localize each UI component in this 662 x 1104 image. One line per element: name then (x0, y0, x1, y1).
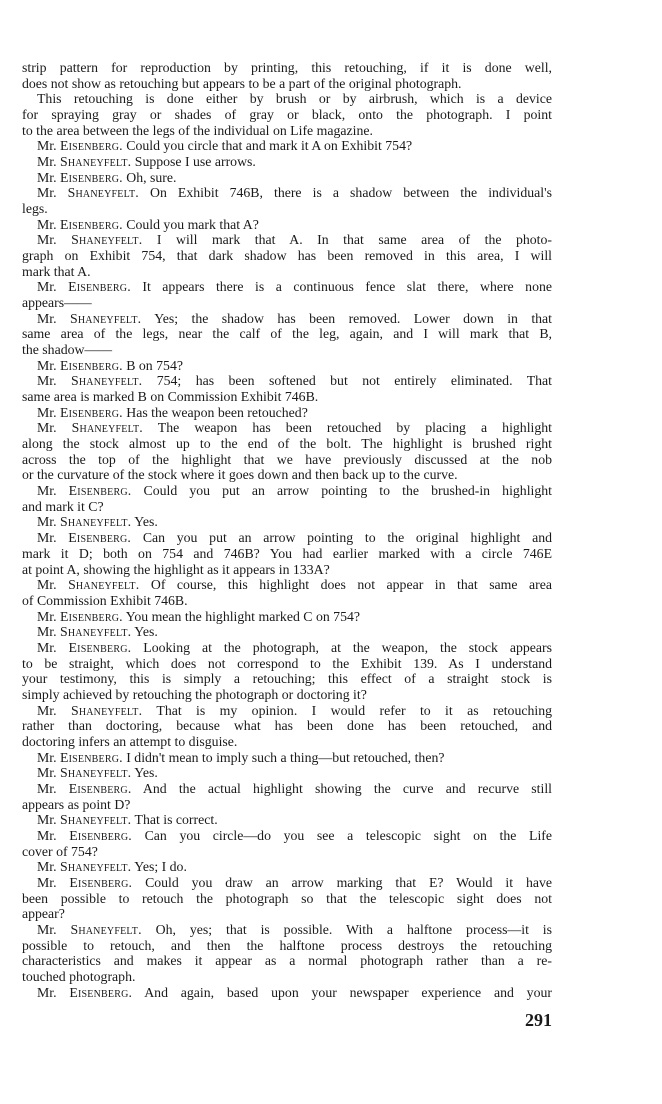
text-line (22, 499, 552, 515)
speaker-name: Eisenberg. (68, 530, 132, 546)
text-line (22, 530, 552, 546)
text-line (22, 844, 552, 860)
testimony-paragraph (22, 640, 552, 703)
speaker-name: Eisenberg. (68, 279, 131, 295)
testimony-paragraph (22, 765, 552, 781)
speaker-title: Mr. (37, 514, 57, 530)
line-text: at point A, showing the highlight as it appears in 133A? (22, 561, 330, 577)
speaker-title: Mr. (37, 765, 57, 781)
speaker-name: Eisenberg. (60, 138, 123, 154)
speaker-title: Mr. (37, 483, 57, 499)
line-text: Has the weapon been retouched? (126, 404, 308, 420)
line-text: Yes; the shadow has been removed. Lower down in that (154, 310, 553, 326)
line-text: Yes. (134, 765, 158, 781)
speaker-title: Mr. (37, 404, 57, 420)
text-line (22, 671, 552, 687)
text-line (22, 703, 552, 719)
speaker-name: Eisenberg. (60, 169, 123, 185)
line-text: I didn't mean to imply such a thing—but retouched, then? (126, 749, 445, 765)
testimony-paragraph (22, 859, 552, 875)
text-line (22, 812, 552, 828)
text-line (22, 938, 552, 954)
line-text: Yes. (134, 514, 158, 530)
line-text: That is correct. (134, 812, 218, 828)
text-line (22, 562, 552, 578)
text-line (22, 279, 552, 295)
text-line (22, 985, 552, 1001)
text-line (22, 969, 552, 985)
line-text: B on 754? (126, 357, 183, 373)
line-text: for spraying gray or shades of gray or black, onto the photograph. I point (22, 107, 552, 123)
text-line (22, 891, 552, 907)
line-text: That is my opinion. I would refer to it as retouching (156, 702, 552, 718)
speaker-title: Mr. (37, 874, 57, 890)
speaker-title: Mr. (37, 185, 57, 201)
line-text: to the area between the legs of the individual on Life magazine. (22, 122, 373, 138)
testimony-paragraph (22, 405, 552, 421)
text-paragraph (22, 60, 552, 91)
text-line (22, 326, 552, 342)
line-text: along the stock almost up to the end of the bolt. The highlight is brushed right (22, 436, 552, 452)
testimony-paragraph (22, 828, 552, 859)
text-line (22, 342, 552, 358)
speaker-name: Eisenberg. (60, 357, 123, 373)
testimony-paragraph (22, 624, 552, 640)
testimony-paragraph (22, 138, 552, 154)
testimony-paragraph (22, 530, 552, 577)
speaker-title: Mr. (37, 859, 57, 875)
testimony-paragraph (22, 703, 552, 750)
line-text: across the top of the highlight that we have previously discussed at the nob (22, 451, 552, 467)
speaker-name: Eisenberg. (69, 827, 132, 843)
testimony-paragraph (22, 154, 552, 170)
speaker-title: Mr. (37, 373, 57, 389)
line-text: 754; has been softened but not entirely eliminated. That (156, 373, 552, 389)
line-text: or the curvature of the stock where it goes down and then back up to the curve. (22, 467, 458, 483)
speaker-title: Mr. (37, 827, 57, 843)
line-text: Could you mark that A? (126, 216, 259, 232)
line-text: possible to retouch, and then the halftone process destroys the retouching (22, 937, 552, 953)
testimony-paragraph (22, 781, 552, 812)
line-text: legs. (22, 201, 48, 217)
line-text: same area is marked B on Commission Exhibit 746B. (22, 389, 319, 405)
line-text: Could you circle that and mark it A on Exhibit 754? (126, 138, 413, 154)
speaker-title: Mr. (37, 812, 57, 828)
speaker-name: Shaneyfelt. (70, 921, 142, 937)
line-text: of Commission Exhibit 746B. (22, 592, 188, 608)
testimony-paragraph (22, 311, 552, 358)
speaker-name: Shaneyfelt. (60, 812, 132, 828)
text-line (22, 405, 552, 421)
line-text: Can you circle—do you see a telescopic sight on the Life (144, 827, 552, 843)
line-text: mark that A. (22, 263, 91, 279)
line-text: Of course, this highlight does not appear in that same area (150, 577, 552, 593)
text-line (22, 138, 552, 154)
line-text: graph on Exhibit 754, that dark shadow has been removed in this area, I will (22, 248, 552, 264)
text-line (22, 514, 552, 530)
text-line (22, 373, 552, 389)
line-text: characteristics and makes it appear as a normal photograph rather than a re- (22, 953, 552, 969)
speaker-title: Mr. (37, 639, 57, 655)
speaker-name: Shaneyfelt. (60, 765, 132, 781)
testimony-paragraph (22, 170, 552, 186)
text-line (22, 201, 552, 217)
speaker-name: Shaneyfelt. (71, 420, 143, 436)
line-text: Could you put an arrow pointing to the brushed-in highlight (143, 483, 552, 499)
text-line (22, 389, 552, 405)
line-text: appears as point D? (22, 796, 131, 812)
testimony-paragraph (22, 985, 552, 1001)
testimony-paragraph (22, 812, 552, 828)
testimony-paragraph (22, 373, 552, 404)
text-line (22, 797, 552, 813)
text-line (22, 248, 552, 264)
speaker-name: Eisenberg. (60, 404, 123, 420)
speaker-name: Eisenberg. (60, 749, 123, 765)
text-line (22, 687, 552, 703)
testimony-paragraph (22, 514, 552, 530)
speaker-title: Mr. (37, 154, 57, 170)
text-line (22, 734, 552, 750)
line-text: The weapon has been retouched by placing a highlight (157, 420, 553, 436)
line-text: Could you draw an arrow marking that E? Would it have (145, 874, 552, 890)
speaker-name: Shaneyfelt. (60, 624, 132, 640)
text-line (22, 577, 552, 593)
speaker-name: Shaneyfelt. (71, 373, 143, 389)
text-line (22, 295, 552, 311)
speaker-title: Mr. (37, 608, 57, 624)
speaker-title: Mr. (37, 310, 57, 326)
line-text: touched photograph. (22, 968, 136, 984)
speaker-title: Mr. (37, 780, 57, 796)
line-text: It appears there is a continuous fence slat there, where none (142, 279, 553, 295)
testimony-paragraph (22, 217, 552, 233)
speaker-name: Shaneyfelt. (67, 185, 139, 201)
line-text: And again, based upon your newspaper experience and your (144, 984, 552, 1000)
line-text: Looking at the photograph, at the weapon, the stock appears (143, 639, 553, 655)
testimony-paragraph (22, 922, 552, 985)
text-line (22, 217, 552, 233)
speaker-name: Shaneyfelt. (60, 154, 132, 170)
text-line (22, 718, 552, 734)
text-line (22, 640, 552, 656)
text-line (22, 76, 552, 92)
document-body (22, 60, 552, 1000)
testimony-paragraph (22, 279, 552, 310)
speaker-name: Eisenberg. (68, 780, 132, 796)
line-text: appears—— (22, 295, 92, 311)
speaker-name: Eisenberg. (60, 608, 123, 624)
line-text: On Exhibit 746B, there is a shadow between the individual's (149, 185, 552, 201)
speaker-name: Shaneyfelt. (71, 232, 143, 248)
text-line (22, 546, 552, 562)
testimony-paragraph (22, 609, 552, 625)
line-text: Suppose I use arrows. (134, 154, 256, 170)
line-text: doctoring infers an attempt to disguise. (22, 733, 238, 749)
line-text: the shadow—— (22, 342, 113, 358)
testimony-paragraph (22, 875, 552, 922)
testimony-paragraph (22, 420, 552, 483)
testimony-paragraph (22, 577, 552, 608)
text-line (22, 91, 552, 107)
line-text: been possible to retouch the photograph so that the telescopic sight does not (22, 890, 552, 906)
text-line (22, 593, 552, 609)
text-line (22, 107, 552, 123)
text-line (22, 311, 552, 327)
speaker-title: Mr. (37, 357, 57, 373)
speaker-name: Eisenberg. (69, 984, 133, 1000)
line-text: You mean the highlight marked C on 754? (125, 608, 361, 624)
text-line (22, 154, 552, 170)
text-line (22, 781, 552, 797)
line-text: and mark it C? (22, 498, 104, 514)
text-line (22, 765, 552, 781)
text-line (22, 420, 552, 436)
speaker-name: Eisenberg. (60, 216, 123, 232)
speaker-title: Mr. (37, 216, 57, 232)
speaker-title: Mr. (37, 577, 57, 593)
text-line (22, 264, 552, 280)
speaker-name: Shaneyfelt. (70, 702, 143, 718)
speaker-title: Mr. (37, 921, 57, 937)
line-text: cover of 754? (22, 843, 98, 859)
testimony-paragraph (22, 483, 552, 514)
line-text: simply achieved by retouching the photograph or doctoring it? (22, 686, 367, 702)
speaker-name: Shaneyfelt. (60, 859, 132, 875)
line-text: This retouching is done either by brush or by airbrush, which is a device (37, 91, 552, 107)
text-line (22, 60, 552, 76)
text-line (22, 828, 552, 844)
speaker-title: Mr. (37, 702, 57, 718)
text-line (22, 467, 552, 483)
speaker-name: Eisenberg. (69, 874, 133, 890)
speaker-title: Mr. (37, 624, 57, 640)
text-line (22, 452, 552, 468)
text-line (22, 624, 552, 640)
line-text: Yes; I do. (134, 859, 187, 875)
text-line (22, 185, 552, 201)
line-text: appear? (22, 906, 65, 922)
text-line (22, 750, 552, 766)
text-line (22, 859, 552, 875)
speaker-title: Mr. (37, 169, 57, 185)
line-text: Can you put an arrow pointing to the original highlight and (142, 530, 553, 546)
testimony-paragraph (22, 185, 552, 216)
speaker-title: Mr. (37, 749, 57, 765)
text-line (22, 953, 552, 969)
text-line (22, 483, 552, 499)
speaker-name: Eisenberg. (68, 483, 132, 499)
line-text: And the actual highlight showing the curve and recurve still (142, 780, 552, 796)
line-text: same area of the legs, near the calf of the leg, again, and I will mark that B, (22, 326, 552, 342)
speaker-name: Eisenberg. (68, 639, 132, 655)
speaker-name: Shaneyfelt. (60, 514, 132, 530)
speaker-title: Mr. (37, 530, 57, 546)
line-text: to be straight, which does not correspond to the Exhibit 139. As I understand (22, 655, 552, 671)
text-line (22, 656, 552, 672)
testimony-paragraph (22, 232, 552, 279)
text-line (22, 232, 552, 248)
speaker-title: Mr. (37, 138, 57, 154)
speaker-title: Mr. (37, 232, 57, 248)
text-line (22, 123, 552, 139)
speaker-name: Shaneyfelt. (68, 577, 140, 593)
line-text: Yes. (134, 624, 158, 640)
line-text: rather than doctoring, because what has been done has been retouched, and (22, 718, 552, 734)
speaker-name: Shaneyfelt. (69, 310, 142, 326)
line-text: I will mark that A. In that same area of the photo- (156, 232, 553, 248)
text-line (22, 170, 552, 186)
line-text: Oh, sure. (126, 169, 177, 185)
text-line (22, 358, 552, 374)
line-text: mark it D; both on 754 and 746B? You had earlier marked with a circle 746E (22, 545, 552, 561)
speaker-title: Mr. (37, 420, 57, 436)
page-number: 291 (525, 1010, 552, 1030)
speaker-title: Mr. (37, 279, 57, 295)
text-line (22, 609, 552, 625)
line-text: your testimony, this is simply a retouching; this effect of a straight stock is (22, 671, 552, 687)
testimony-paragraph (22, 358, 552, 374)
text-line (22, 906, 552, 922)
line-text: Oh, yes; that is possible. With a halftone process—it is (155, 921, 552, 937)
text-line (22, 922, 552, 938)
line-text: strip pattern for reproduction by printing, this retouching, if it is done well, (22, 60, 552, 75)
text-paragraph (22, 91, 552, 138)
testimony-paragraph (22, 750, 552, 766)
text-line (22, 436, 552, 452)
line-text: does not show as retouching but appears to be a part of the original photograph. (22, 75, 462, 91)
text-line (22, 875, 552, 891)
speaker-title: Mr. (37, 984, 57, 1000)
